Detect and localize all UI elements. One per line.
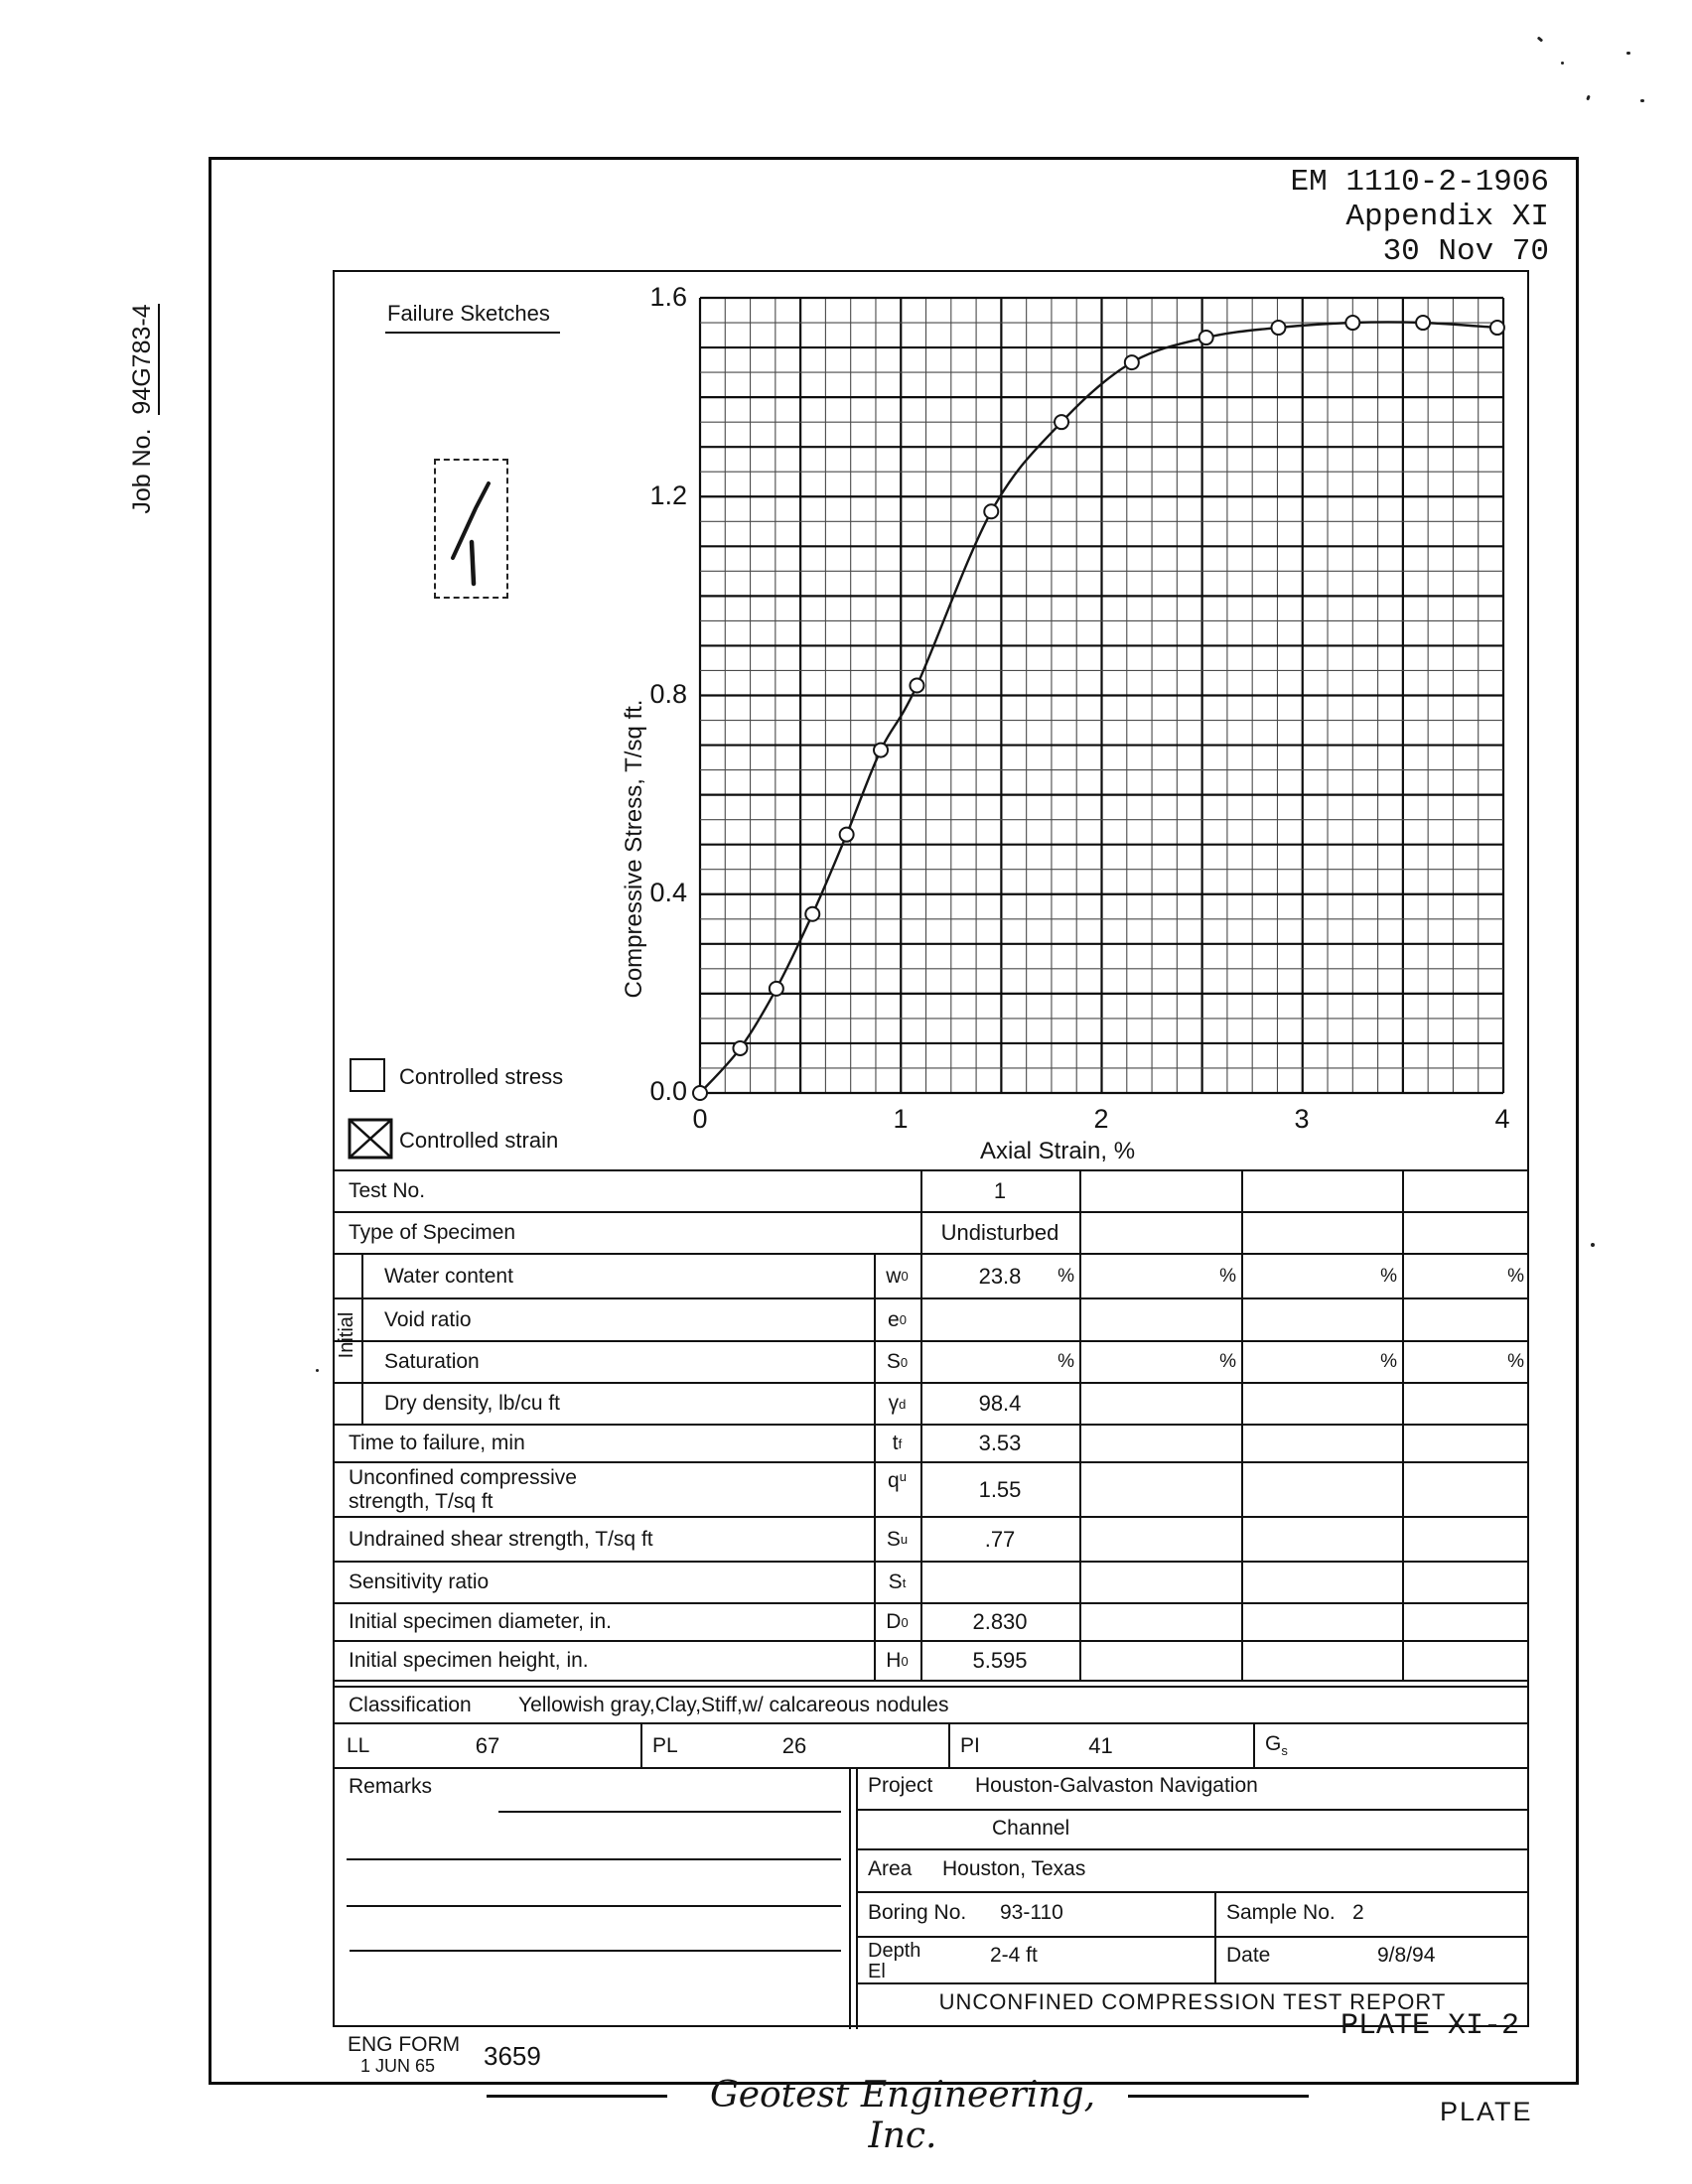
group-divider [361, 1342, 363, 1382]
remarks-line [350, 1950, 841, 1952]
el-label: El [868, 1961, 886, 1982]
column-divider [1402, 1426, 1404, 1461]
area-label: Area [868, 1857, 913, 1880]
column-divider [1079, 1563, 1081, 1602]
scan-artifact [1537, 36, 1544, 42]
row-symbol: H 0 [886, 1649, 909, 1672]
cell-value: 1.55 [978, 1476, 1022, 1502]
data-point-marker [984, 504, 998, 518]
cell-value: Undisturbed [940, 1220, 1059, 1245]
column-divider [1402, 1213, 1404, 1253]
cell-value: 98.4 [978, 1391, 1022, 1416]
row-label: Initial specimen height, in. [349, 1649, 589, 1672]
data-point-marker [840, 828, 854, 842]
scan-artifact [1640, 99, 1644, 102]
eng-form-label: ENG FORM [348, 2033, 461, 2056]
column-divider [1402, 1171, 1404, 1211]
column-divider [1079, 1518, 1081, 1561]
table-row-atterberg [335, 1722, 1529, 1767]
table-row-specimen-diameter [335, 1602, 1529, 1640]
group-divider [361, 1384, 363, 1424]
table-row-specimen-type [335, 1211, 1529, 1253]
eng-form-date: 1 JUN 65 [360, 2056, 436, 2076]
column-divider [1241, 1642, 1243, 1680]
company-name: Geotest Engineering, Inc. [709, 2075, 1096, 2156]
project-value: Houston-Galvaston Navigation [975, 1774, 1258, 1797]
row-label: Undrained shear strength, T/sq ft [349, 1527, 653, 1551]
column-divider [1402, 1299, 1404, 1340]
data-point-marker [1271, 321, 1285, 335]
table-row-void-ratio [335, 1297, 1529, 1340]
gs-cell: $G_s$ [1265, 1732, 1288, 1759]
row-symbol: S u [886, 1527, 909, 1551]
y-tick-label: 0.0 [649, 1076, 687, 1106]
section-rule [335, 1767, 1527, 1769]
scan-artifact [1626, 52, 1630, 55]
group-divider [361, 1255, 363, 1297]
table-row-classification [335, 1686, 1529, 1722]
column-divider [1241, 1299, 1243, 1340]
data-point-marker [770, 982, 783, 996]
stress-strain-plot [700, 298, 1503, 1093]
classification-value: Yellowish gray,Clay,Stiff,w/ calcareous nodules [518, 1693, 949, 1716]
project-value-line2: Channel [992, 1817, 1070, 1840]
table-row-dry-density [335, 1382, 1529, 1424]
plate-number: PLATE XI-2 [1340, 2009, 1519, 2043]
column-divider [1241, 1426, 1243, 1461]
table-row-test-no [335, 1171, 1529, 1211]
double-rule [335, 1680, 1527, 1682]
row-label: Saturation [384, 1350, 480, 1373]
column-divider [1241, 1563, 1243, 1602]
y-tick-label: 0.8 [649, 679, 687, 709]
table-row-unconfined-strength [335, 1461, 1529, 1516]
table-row-time-to-failure [335, 1424, 1529, 1461]
x-tick-label: 1 [893, 1104, 909, 1134]
y-tick-label: 0.4 [649, 878, 687, 907]
column-divider [920, 1563, 922, 1602]
table-row-water-content [335, 1253, 1529, 1297]
column-divider [1079, 1642, 1081, 1680]
boring-no-label: Boring No. [868, 1901, 967, 1924]
row-label: Dry density, lb/cu ft [384, 1392, 561, 1415]
table-row-saturation [335, 1340, 1529, 1382]
row-label: Water content [384, 1264, 513, 1288]
data-point-marker [1199, 331, 1213, 344]
column-divider [1241, 1384, 1243, 1424]
controlled-strain-checkbox [348, 1118, 393, 1160]
row-symbol: t f [892, 1432, 903, 1454]
pi-cell: PI 41 [960, 1732, 1113, 1758]
scan-artifact [1561, 62, 1564, 65]
scan-artifact [1586, 95, 1591, 101]
job-number-value: 94G783-4 [128, 304, 160, 414]
cell-value: % [1380, 1351, 1397, 1372]
x-axis-title: Axial Strain, % [979, 1138, 1136, 1164]
remarks-line [347, 1858, 841, 1860]
data-point-marker [1055, 415, 1068, 429]
x-tick-label: 0 [692, 1104, 708, 1134]
column-divider [1402, 1518, 1404, 1561]
data-point-marker [1490, 321, 1504, 335]
x-tick-label: 2 [1093, 1104, 1109, 1134]
table-row-sensitivity [335, 1561, 1529, 1602]
column-divider [1402, 1384, 1404, 1424]
row-symbol: w 0 [886, 1264, 909, 1288]
job-number-label: Job No. [128, 414, 156, 514]
project-rule [856, 1982, 1529, 1984]
column-divider [1079, 1463, 1081, 1516]
header-em-number: EM 1110-2-1906 [1290, 165, 1549, 200]
ll-cell: LL 67 [347, 1732, 500, 1758]
column-divider [1402, 1642, 1404, 1680]
report-title: UNCONFINED COMPRESSION TEST REPORT [938, 1989, 1447, 2014]
sample-no-value: 2 [1352, 1901, 1364, 1924]
scan-artifact [1591, 1243, 1595, 1247]
date-label: Date [1226, 1944, 1271, 1967]
failure-sketches-title: Failure Sketches [385, 301, 560, 334]
table-row-undrained-shear [335, 1516, 1529, 1561]
x-tick-label: 4 [1494, 1104, 1510, 1134]
row-symbol: γ d [888, 1392, 907, 1415]
data-point-marker [805, 907, 819, 921]
cell-value: 5.595 [972, 1648, 1028, 1673]
project-label: Project [868, 1774, 933, 1797]
data-point-marker [874, 744, 888, 757]
project-rule [856, 1848, 1529, 1850]
company-rule-right [1128, 2095, 1309, 2098]
group-divider [361, 1299, 363, 1340]
test-data-table [333, 1169, 1529, 2027]
column-divider [1079, 1426, 1081, 1461]
area-value: Houston, Texas [942, 1857, 1086, 1880]
cell-value: .77 [984, 1526, 1016, 1552]
column-divider [1241, 1213, 1243, 1253]
remarks-line [498, 1811, 841, 1813]
column-divider [920, 1299, 922, 1340]
column-divider [1241, 1463, 1243, 1516]
column-divider [1241, 1518, 1243, 1561]
sample-no-label: Sample No. [1226, 1901, 1336, 1924]
column-divider [1241, 1171, 1243, 1211]
row-label: Sensitivity ratio [349, 1570, 490, 1593]
column-divider [1079, 1384, 1081, 1424]
cell-value: % [1058, 1351, 1074, 1372]
row-symbol: S 0 [886, 1350, 909, 1373]
cell-value: % [1219, 1265, 1236, 1287]
data-point-marker [1125, 355, 1139, 369]
job-number [128, 230, 164, 588]
date-value: 9/8/94 [1377, 1944, 1436, 1967]
column-divider [1079, 1604, 1081, 1640]
failure-sketch-drawing [436, 461, 505, 596]
y-axis-title: Compressive Stress, T/sq ft. [621, 699, 647, 999]
data-point-marker [910, 678, 923, 692]
cell-value: % [1219, 1351, 1236, 1372]
y-tick-label: 1.2 [649, 480, 687, 510]
cell-value: 2.830 [972, 1609, 1028, 1634]
pl-cell: PL 26 [652, 1732, 807, 1758]
cell-value: % [1380, 1265, 1397, 1287]
cell-value: 23.8 % [978, 1263, 1074, 1289]
row-symbol: e 0 [888, 1307, 907, 1331]
row-symbol: S t [888, 1570, 907, 1593]
column-divider [1079, 1171, 1081, 1211]
data-point-marker [733, 1041, 747, 1055]
project-rule [856, 1936, 1529, 1938]
column-divider [1402, 1563, 1404, 1602]
cell-value: 1 [993, 1178, 1007, 1203]
remarks-line [347, 1905, 841, 1907]
column-divider [1402, 1604, 1404, 1640]
boring-no-value: 93-110 [1000, 1901, 1063, 1924]
row-label: Test No. [349, 1179, 426, 1202]
cell-value: 3.53 [978, 1431, 1022, 1455]
row-symbol: q $^u$ [888, 1469, 907, 1492]
row-label: Unconfined compressive strength, T/sq ft [349, 1465, 577, 1513]
cell-value: % [1507, 1351, 1524, 1372]
cell-value: % [1507, 1265, 1524, 1287]
row-label: Type of Specimen [349, 1221, 516, 1244]
column-divider [1241, 1604, 1243, 1640]
row-symbol: D 0 [886, 1610, 909, 1633]
column-divider [1402, 1463, 1404, 1516]
controlled-stress-checkbox [350, 1058, 385, 1092]
table-row-specimen-height [335, 1640, 1529, 1680]
header-date: 30 Nov 70 [1382, 234, 1549, 269]
y-tick-label: 1.6 [649, 282, 687, 312]
column-divider [1079, 1299, 1081, 1340]
depth-label: Depth [868, 1940, 921, 1962]
failure-sketch-box [434, 459, 508, 599]
plate-word: PLATE [1440, 2097, 1533, 2126]
controlled-strain-label: Controlled strain [399, 1128, 559, 1153]
project-rule [856, 1891, 1529, 1893]
x-tick-label: 3 [1294, 1104, 1310, 1134]
classification-label: Classification [349, 1693, 472, 1716]
data-point-marker [1416, 316, 1430, 330]
project-rule [856, 1809, 1529, 1811]
depth-value: 2-4 ft [990, 1944, 1038, 1967]
row-label: Time to failure, min [349, 1432, 525, 1454]
eng-form-number: 3659 [484, 2041, 541, 2071]
controlled-stress-label: Controlled stress [399, 1064, 564, 1089]
row-label: Void ratio [384, 1307, 472, 1331]
row-label: Initial specimen diameter, in. [349, 1610, 612, 1633]
company-rule-left [487, 2095, 667, 2098]
remarks-divider [849, 1767, 851, 2029]
column-divider [1079, 1213, 1081, 1253]
project-column-divider [1214, 1891, 1216, 1982]
document-header [1172, 165, 1549, 269]
header-appendix: Appendix XI [1345, 200, 1549, 234]
data-point-marker [1345, 316, 1359, 330]
data-point-marker [693, 1086, 707, 1100]
remarks-label: Remarks [349, 1775, 433, 1798]
initial-group-label: Initial [336, 1311, 357, 1359]
